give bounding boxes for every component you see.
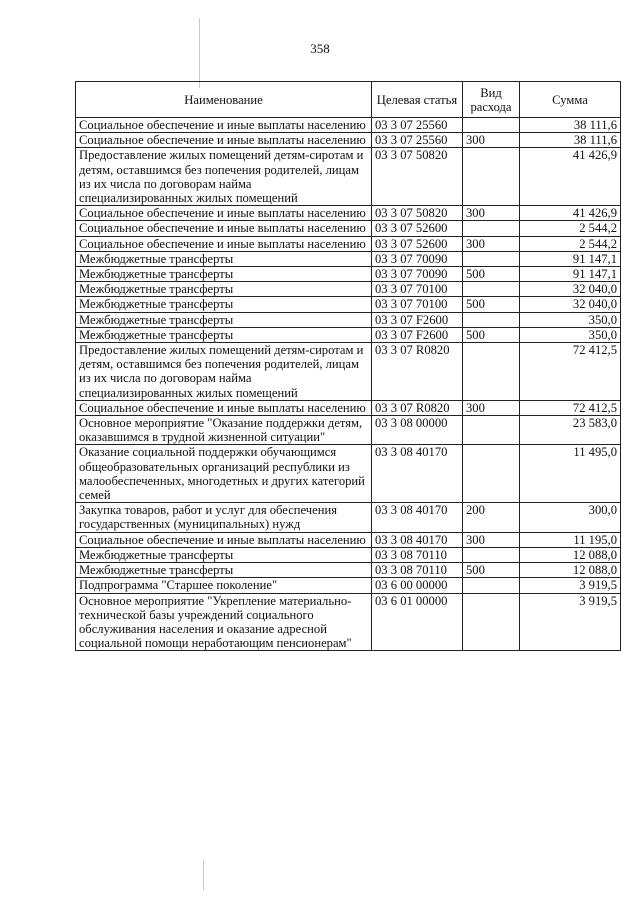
row-code-cell: 03 3 07 70100 [372,297,463,312]
table-header-row [76,82,621,118]
row-code-cell: 03 3 08 00000 [372,416,463,445]
row-sum-cell: 41 426,9 [520,206,621,221]
page-number: 358 [310,41,330,56]
row-kind-cell: 500 [463,327,520,342]
row-code-cell: 03 3 07 70090 [372,251,463,266]
row-kind-cell [463,282,520,297]
row-kind-cell [463,251,520,266]
row-kind-cell [463,118,520,133]
row-name-cell: Социальное обеспечение и иные выплаты населению [76,133,372,148]
row-kind-cell: 200 [463,503,520,532]
row-kind-cell: 300 [463,236,520,251]
row-sum-cell: 23 583,0 [520,416,621,445]
table-row [76,312,621,327]
row-sum-cell: 41 426,9 [520,148,621,206]
row-sum-cell: 12 088,0 [520,563,621,578]
row-code-cell: 03 3 08 70110 [372,547,463,562]
row-code-cell: 03 3 08 70110 [372,563,463,578]
row-name-cell: Основное мероприятие "Оказание поддержки детям, оказавшимся в трудной жизненной ситуации" [76,416,372,445]
row-kind-cell: 500 [463,563,520,578]
row-kind-cell: 300 [463,206,520,221]
table-row [76,343,621,401]
row-kind-cell [463,578,520,593]
table-row [76,578,621,593]
row-code-cell: 03 3 08 40170 [372,445,463,503]
row-name-cell: Межбюджетные трансферты [76,251,372,266]
row-code-cell: 03 3 07 50820 [372,148,463,206]
row-name-cell: Социальное обеспечение и иные выплаты населению [76,206,372,221]
row-sum-cell: 11 495,0 [520,445,621,503]
row-sum-cell: 91 147,1 [520,251,621,266]
row-sum-cell: 38 111,6 [520,133,621,148]
row-sum-cell: 32 040,0 [520,297,621,312]
table-row [76,148,621,206]
table-row [76,221,621,236]
row-sum-cell: 38 111,6 [520,118,621,133]
row-sum-cell: 11 195,0 [520,532,621,547]
row-name-cell: Социальное обеспечение и иные выплаты населению [76,236,372,251]
row-name-cell: Социальное обеспечение и иные выплаты населению [76,400,372,415]
table-row [76,563,621,578]
row-kind-cell [463,445,520,503]
table-row [76,282,621,297]
row-sum-cell: 3 919,5 [520,593,621,651]
row-code-cell: 03 3 08 40170 [372,503,463,532]
row-kind-cell: 300 [463,400,520,415]
table-body [76,118,621,651]
row-sum-cell: 32 040,0 [520,282,621,297]
row-code-cell: 03 6 01 00000 [372,593,463,651]
row-sum-cell: 2 544,2 [520,236,621,251]
row-name-cell: Социальное обеспечение и иные выплаты населению [76,532,372,547]
row-code-cell: 03 3 07 F2600 [372,327,463,342]
row-name-cell: Предоставление жилых помещений детям-сиротам и детям, оставшимся без попечения родителей, лицам из их числа по договорам найма специализированных жилых помещений [76,343,372,401]
row-kind-cell [463,148,520,206]
table-row [76,251,621,266]
row-kind-cell [463,547,520,562]
row-name-cell: Основное мероприятие "Укрепление материально-технической базы учреждений социального обслуживания населения и оказание адресной социальной помощи неработающим пенсионерам" [76,593,372,651]
row-code-cell: 03 3 07 52600 [372,221,463,236]
row-kind-cell: 500 [463,267,520,282]
row-sum-cell: 3 919,5 [520,578,621,593]
row-sum-cell: 350,0 [520,327,621,342]
table-row [76,267,621,282]
row-name-cell: Межбюджетные трансферты [76,547,372,562]
row-sum-cell: 350,0 [520,312,621,327]
scan-fold-mark [203,860,204,890]
table-row [76,297,621,312]
table-row [76,503,621,532]
table-row [76,133,621,148]
row-code-cell: 03 3 07 R0820 [372,400,463,415]
row-kind-cell: 300 [463,133,520,148]
row-kind-cell [463,312,520,327]
row-code-cell: 03 3 07 F2600 [372,312,463,327]
row-name-cell: Социальное обеспечение и иные выплаты населению [76,221,372,236]
table-row [76,118,621,133]
row-sum-cell: 2 544,2 [520,221,621,236]
table-row [76,445,621,503]
row-code-cell: 03 3 07 R0820 [372,343,463,401]
row-name-cell: Межбюджетные трансферты [76,312,372,327]
table-row [76,236,621,251]
table-row [76,532,621,547]
row-name-cell: Межбюджетные трансферты [76,563,372,578]
table-row [76,547,621,562]
row-kind-cell [463,221,520,236]
row-sum-cell: 91 147,1 [520,267,621,282]
header-sum: Сумма [520,82,621,118]
row-name-cell: Оказание социальной поддержки обучающимся общеобразовательных организаций республики из малообеспеченных, многодетных и других категорий семей [76,445,372,503]
row-sum-cell: 12 088,0 [520,547,621,562]
table-row [76,400,621,415]
row-name-cell: Межбюджетные трансферты [76,297,372,312]
row-kind-cell [463,593,520,651]
table-row [76,416,621,445]
row-code-cell: 03 3 07 50820 [372,206,463,221]
row-code-cell: 03 6 00 00000 [372,578,463,593]
row-code-cell: 03 3 08 40170 [372,532,463,547]
row-name-cell: Межбюджетные трансферты [76,267,372,282]
table-row [76,206,621,221]
row-code-cell: 03 3 07 25560 [372,133,463,148]
row-name-cell: Межбюджетные трансферты [76,282,372,297]
header-code: Целевая статья [372,82,463,118]
budget-table [75,81,621,651]
row-name-cell: Межбюджетные трансферты [76,327,372,342]
row-name-cell: Закупка товаров, работ и услуг для обеспечения государственных (муниципальных) нужд [76,503,372,532]
header-name: Наименование [76,82,372,118]
row-kind-cell: 300 [463,532,520,547]
row-sum-cell: 72 412,5 [520,343,621,401]
header-kind: Вид расхода [463,82,520,118]
row-name-cell: Предоставление жилых помещений детям-сиротам и детям, оставшимся без попечения родителей, лицам из их числа по договорам найма специализированных жилых помещений [76,148,372,206]
row-name-cell: Подпрограмма "Старшее поколение" [76,578,372,593]
row-code-cell: 03 3 07 70090 [372,267,463,282]
row-code-cell: 03 3 07 25560 [372,118,463,133]
row-kind-cell [463,416,520,445]
row-sum-cell: 72 412,5 [520,400,621,415]
row-code-cell: 03 3 07 70100 [372,282,463,297]
row-code-cell: 03 3 07 52600 [372,236,463,251]
row-name-cell: Социальное обеспечение и иные выплаты населению [76,118,372,133]
table-row [76,327,621,342]
table-row [76,593,621,651]
row-kind-cell: 500 [463,297,520,312]
row-sum-cell: 300,0 [520,503,621,532]
row-kind-cell [463,343,520,401]
